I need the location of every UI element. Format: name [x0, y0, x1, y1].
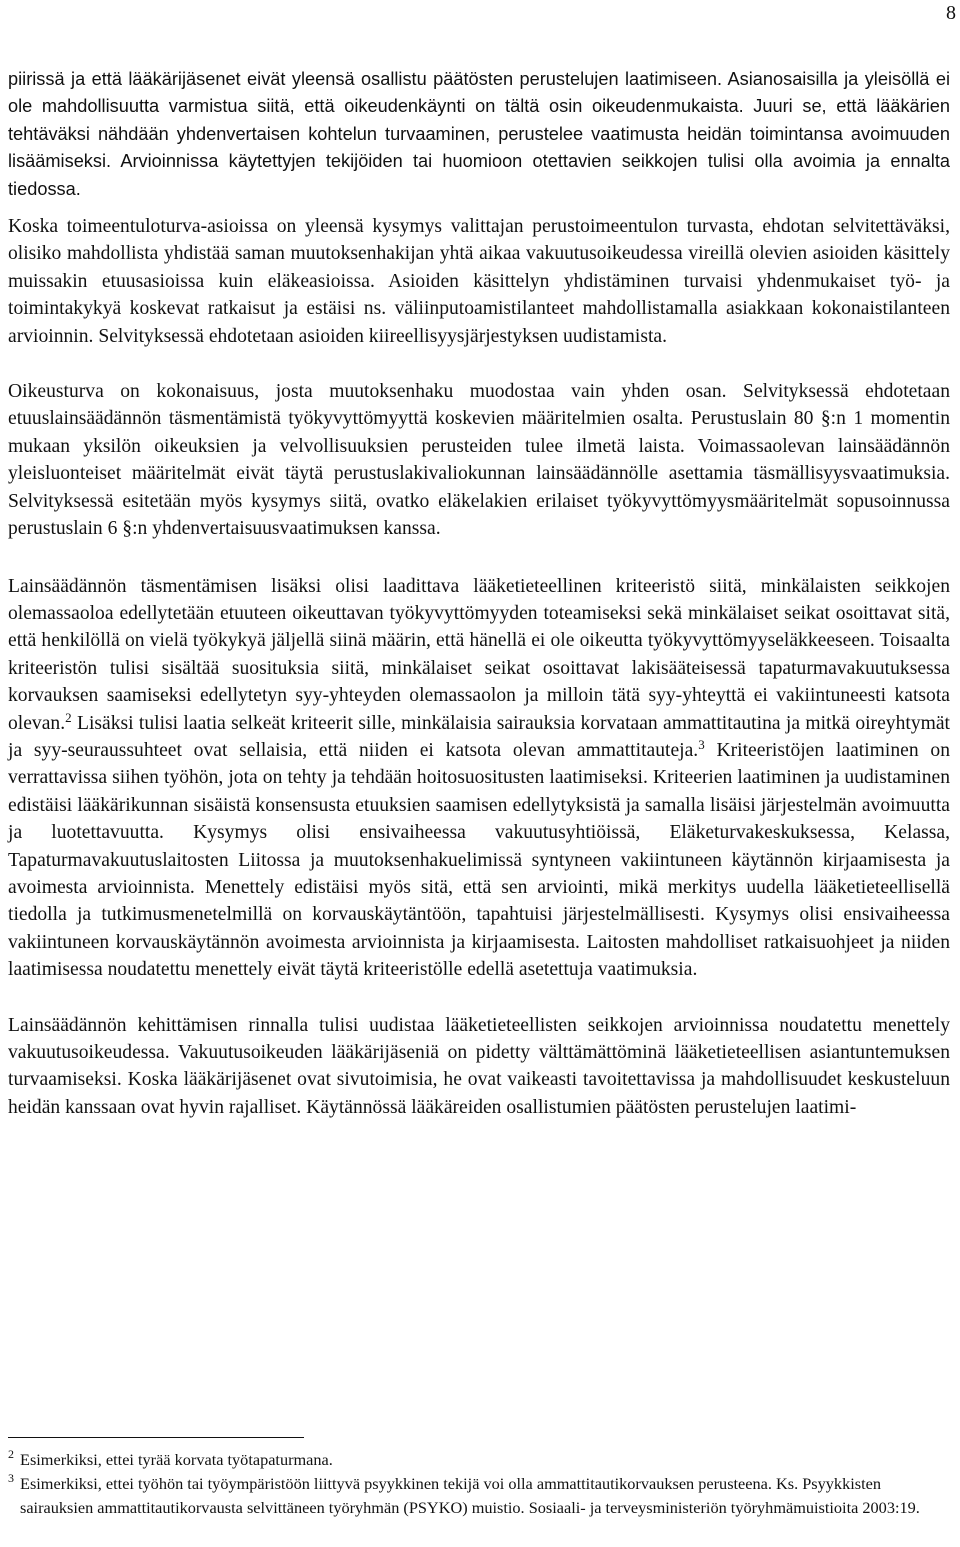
- footnote-ref-3[interactable]: 3: [698, 736, 705, 752]
- paragraph-4-part-1: Lainsäädännön täsmentämisen lisäksi olisi laadittava lääketieteellinen kriteeristö siitä, minkälaisten seikkojen olemassaoloa edellytetään etuuteen oikeuttavan työkyvyttömyyden toteamiseksi sekä minkälaiset seikat osoittavat sitä, että henkilöllä on vielä työkykyä jäljellä siinä määrin, että hänellä ei ole oikeutta työkyvyttömyyseläkkeeseen. Toisaalta kriteeristön tulisi sisältää suosituksia siitä, minkälaiset seikat osoittavat lakisääteisessä tapaturmavakuutuksessa korvauksen saamiseksi edellytetyn syy-yhteyden olemassaolon ja milloin tätä syy-yhteyttä ei vakiintuneesti katsota olevan.: [8, 575, 950, 734]
- footnotes: [8, 1448, 950, 1521]
- footnote-number: 3: [8, 1471, 14, 1486]
- footnote-number: 2: [8, 1447, 14, 1461]
- paragraph-5: Lainsäädännön kehittämisen rinnalla tulisi uudistaa lääketieteellisten seikkojen arvioinnissa noudatettu menettely vakuutusoikeudessa. Vakuutusoikeuden lääkärijäseniä on pidetty välttämättöminä lääketieteellisen asiantuntemuksen turvaamiseksi. Koska lääkärijäsenet ovat sivutoimisia, he ovat vaikeasti tavoitettavissa ja mahdollisuudet keskusteluun heidän kanssaan ovat hyvin rajalliset. Käytännössä lääkäreiden osallistumien päätösten perustelujen laatimi-: [8, 1014, 950, 1118]
- paragraph-4: [8, 573, 950, 984]
- page-number: 8: [946, 2, 956, 24]
- paragraph-1: piirissä ja että lääkärijäsenet eivät yleensä osallistu päätösten perustelujen laatimiseen. Asianosaisilla ja yleisöllä ei ole mahdollisuutta varmistua siitä, että oikeudenkäynti on tältä osin oikeudenmukaista. Juuri se, että lääkärien tehtäväksi nähdään yhdenvertaisen kohtelun turvaaminen, perustelee vaatimusta heidän toimintansa avoimuuden lisäämiseksi. Arvioinnissa käytettyjen tekijöiden tai huomioon otettavien seikkojen tulisi olla avoimia ja ennalta tiedossa.: [8, 69, 950, 199]
- footnote-2: [8, 1448, 950, 1472]
- paragraph-4-part-3: Kriteeristöjen laatiminen on verrattavissa siihen työhön, jota on tehty ja tehdään hoitosuositusten laatimiseksi. Kriteerien laatiminen ja uudistaminen edistäisi lääkärikunnan sisäistä konsensusta etuuksien saamisen edellytyksistä ja samalla lisäisi järjestelmän avoimuutta ja luotettavuutta. Kysymys olisi ensivaiheessa vakuutusyhtiöissä, Eläketurvakeskuksessa, Kelassa, Tapaturmavakuutuslaitosten Liitossa ja muutoksenhakuelimissä syntyneen vakiintuneen käytännön kirjaamisesta ja avoimesta arvioinnista. Menettely edistäisi myös sitä, että sen arviointi, mikä merkitys uudella lääketieteellisellä tiedolla ja tutkimusmenetelmillä on korvauskäytäntöön, tapahtuisi järjestelmällisesti. Kysymys olisi ensivaiheessa vakiintuneen korvauskäytännön avoimesta arvioinnista ja kirjaamisesta. Laitosten mahdolliset ratkaisuohjeet ja niiden laatimisessa noudatettu menettely eivät täytä kriteeristölle edellä asetettuja vaatimuksia.: [8, 739, 950, 981]
- footnote-ref-2[interactable]: 2: [65, 709, 72, 725]
- paragraph-2: Koska toimeentuloturva-asioissa on yleensä kysymys valittajan perustoimeentulon turvasta, ehdotan selvitettäväksi, olisiko mahdollista yhdistää saman muutoksenhakijan yhtä aikaa vakuutusoikeudessa vireillä olevien asioiden käsittely muissakin etuusasioissa kuin eläkeasioissa. Asioiden käsittelyn yhdistäminen turvaisi yhdenmukaiset työ- ja toimintakykyä koskevat ratkaisut ja estäisi ns. väliinputoamistilanteet mahdollistamalla asiakkaan kokonaistilanteen arvioinnin. Selvityksessä ehdotetaan asioiden kiireellisyysjärjestyksen uudistamista.: [8, 216, 950, 347]
- paragraph-3: Oikeusturva on kokonaisuus, josta muutoksenhaku muodostaa vain yhden osan. Selvityksessä ehdotetaan etuuslainsäädännön täsmentämistä työkyvyttömyyttä koskevien määritelmien osalta. Perustuslain 80 §:n 1 momentin mukaan yksilön oikeuksien ja velvollisuuksien perusteiden tulee ilmetä laista. Voimassaolevan lainsäädännön yleisluonteiset määritelmät eivät täytä perustuslakivaliokunnan lainsäädännölle asettamia täsmällisyysvaatimuksia. Selvityksessä esitetään myös kysymys siitä, ovatko eläkelakien erilaiset työkyvyttömyysmääritelmät sopusoinnussa perustuslain 6 §:n yhdenvertaisuusvaatimuksen kanssa.: [8, 381, 950, 540]
- document-body: [8, 66, 950, 1121]
- footnote-divider: [8, 1437, 304, 1438]
- paragraph-4-part-2: Lisäksi tulisi laatia selkeät kriteerit sille, minkälaisia sairauksia korvataan ammattitautina ja mitkä oireyhtymät ja syy-seuraussuhteet ovat sellaisia, että niiden ei katsota olevan ammattitauteja.: [8, 712, 950, 761]
- footnote-text: Esimerkiksi, ettei työhön tai työympäristöön liittyvä psyykkinen tekijä voi olla ammattitautikorvauksen perusteena. Ks. Psyykkisten sairauksien ammattitautikorvausta selvittäneen työryhmän (PSYKO) muistio. Sosiaali- ja terveysministeriön työryhmämuistioita 2003:19.: [20, 1474, 920, 1518]
- footnote-text: Esimerkiksi, ettei tyrää korvata työtapaturmana.: [20, 1450, 333, 1469]
- footnote-3: [8, 1472, 950, 1520]
